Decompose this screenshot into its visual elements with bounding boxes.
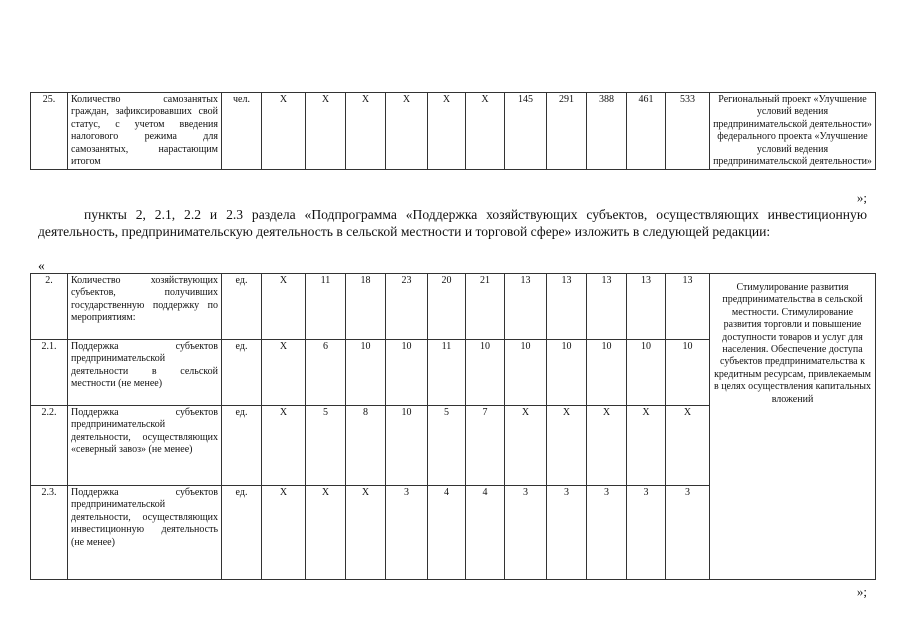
note-cell: Стимулирование развития предпринимательства в сельской местности. Стимулирование развития торговли и повышение доступности товаров и услуг для населения. Обеспечение доступа субъектов предпринимательства к кредитным ресурсам, привлекаемым в целях осуществления капитальных вложений [710, 274, 876, 580]
subprogram-table [30, 273, 876, 580]
value-cell: Х [306, 93, 346, 170]
value-cell: 4 [428, 486, 466, 580]
value-cell: 13 [587, 274, 627, 340]
value-cell: 6 [306, 340, 346, 406]
value-cell: Х [466, 93, 505, 170]
table-row [31, 274, 876, 340]
value-cell: 11 [306, 274, 346, 340]
value-cell: 3 [386, 486, 428, 580]
value-cell: 5 [428, 406, 466, 486]
row-number: 2. [31, 274, 68, 340]
value-cell: Х [262, 486, 306, 580]
value-cell: 18 [346, 274, 386, 340]
value-cell: 8 [346, 406, 386, 486]
value-cell: 3 [547, 486, 587, 580]
closing-quote: »; [856, 190, 867, 205]
value-cell: 3 [627, 486, 666, 580]
row-number: 25. [31, 93, 68, 170]
value-cell: 11 [428, 340, 466, 406]
indicator-name: Количество хозяйствующих субъектов, получивших государственную поддержку по мероприятиям: [68, 274, 222, 340]
note-cell: Региональный проект «Улучшение условий ведения предпринимательской деятельности» федерального проекта «Улучшение условий ведения предпринимательской деятельности» [710, 93, 876, 170]
value-cell: 10 [666, 340, 710, 406]
row-number: 2.1. [31, 340, 68, 406]
value-cell: 3 [666, 486, 710, 580]
value-cell: Х [262, 340, 306, 406]
value-cell: 13 [547, 274, 587, 340]
row-number: 2.3. [31, 486, 68, 580]
value-cell: 7 [466, 406, 505, 486]
unit-cell: ед. [222, 274, 262, 340]
opening-quote: « [38, 258, 45, 273]
value-cell: 3 [505, 486, 547, 580]
value-cell: 13 [505, 274, 547, 340]
value-cell: Х [386, 93, 428, 170]
value-cell: 5 [306, 406, 346, 486]
indicator-name: Поддержка субъектов предпринимательской деятельности, осуществляющих инвестиционную деятельность (не менее) [68, 486, 222, 580]
value-cell: 13 [627, 274, 666, 340]
table-row-25 [30, 92, 876, 170]
value-cell: 10 [587, 340, 627, 406]
value-cell: 10 [346, 340, 386, 406]
value-cell: Х [505, 406, 547, 486]
unit-cell: ед. [222, 486, 262, 580]
value-cell: 533 [666, 93, 710, 170]
value-cell: 10 [505, 340, 547, 406]
value-cell: 10 [386, 406, 428, 486]
value-cell: 20 [428, 274, 466, 340]
value-cell: 10 [547, 340, 587, 406]
indicator-name: Поддержка субъектов предпринимательской деятельности в сельской местности (не менее) [68, 340, 222, 406]
value-cell: 461 [627, 93, 666, 170]
value-cell: Х [306, 486, 346, 580]
value-cell: Х [346, 93, 386, 170]
value-cell: Х [428, 93, 466, 170]
value-cell: 13 [666, 274, 710, 340]
value-cell: Х [587, 406, 627, 486]
value-cell: Х [547, 406, 587, 486]
value-cell: Х [666, 406, 710, 486]
unit-cell: ед. [222, 406, 262, 486]
value-cell: Х [262, 274, 306, 340]
table-row [31, 93, 876, 170]
value-cell: 3 [587, 486, 627, 580]
indicator-name: Поддержка субъектов предпринимательской деятельности, осуществляющих «северный завоз» (не менее) [68, 406, 222, 486]
row-number: 2.2. [31, 406, 68, 486]
amendment-paragraph: пункты 2, 2.1, 2.2 и 2.3 раздела «Подпрограмма «Поддержка хозяйствующих субъектов, осуществляющих инвестиционную деятельность, предпринимательскую деятельность в сельской местности и торговой сфере» изложить в следующей редакции: [38, 207, 867, 239]
unit-cell: чел. [222, 93, 262, 170]
value-cell: 10 [386, 340, 428, 406]
value-cell: 4 [466, 486, 505, 580]
indicator-name: Количество самозанятых граждан, зафиксировавших свой статус, с учетом введения налогового режима для самозанятых, нарастающим итогом [68, 93, 222, 170]
value-cell: 10 [627, 340, 666, 406]
value-cell: 10 [466, 340, 505, 406]
value-cell: Х [346, 486, 386, 580]
value-cell: 145 [505, 93, 547, 170]
value-cell: 23 [386, 274, 428, 340]
value-cell: 21 [466, 274, 505, 340]
value-cell: 291 [547, 93, 587, 170]
value-cell: Х [262, 406, 306, 486]
unit-cell: ед. [222, 340, 262, 406]
value-cell: Х [627, 406, 666, 486]
closing-quote: »; [856, 584, 867, 599]
value-cell: 388 [587, 93, 627, 170]
value-cell: Х [262, 93, 306, 170]
